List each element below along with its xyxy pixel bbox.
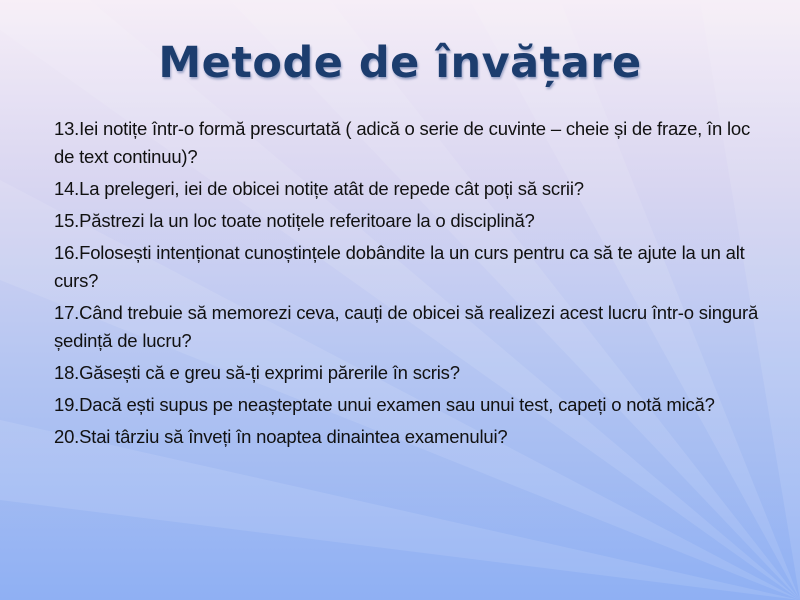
question-16: 16.Folosești intenționat cunoștințele dobândite la un curs pentru ca să te ajute la un alt curs? [54, 242, 745, 291]
question-14: 14.La prelegeri, iei de obicei notițe atât de repede cât poți să scrii? [54, 178, 584, 199]
question-17: 17.Când trebuie să memorezi ceva, cauți de obicei să realizezi acest lucru într-o singură ședință de lucru? [54, 302, 759, 351]
question-19: 19.Dacă ești supus pe neașteptate unui examen sau unui test, capeți o notă mică? [54, 394, 715, 415]
question-18: 18.Găsești că e greu să-ți exprimi părerile în scris? [54, 362, 460, 383]
question-list [54, 115, 766, 455]
question-15: 15.Păstrezi la un loc toate notițele referitoare la o disciplină? [54, 210, 535, 231]
slide-title: Metode de învățare [158, 38, 642, 88]
question-20: 20.Stai târziu să înveți în noaptea dinaintea examenului? [54, 426, 508, 447]
question-13: 13.Iei notițe într-o formă prescurtată ( adică o serie de cuvinte – cheie și de fraze, în loc de text continuu)? [54, 118, 751, 167]
